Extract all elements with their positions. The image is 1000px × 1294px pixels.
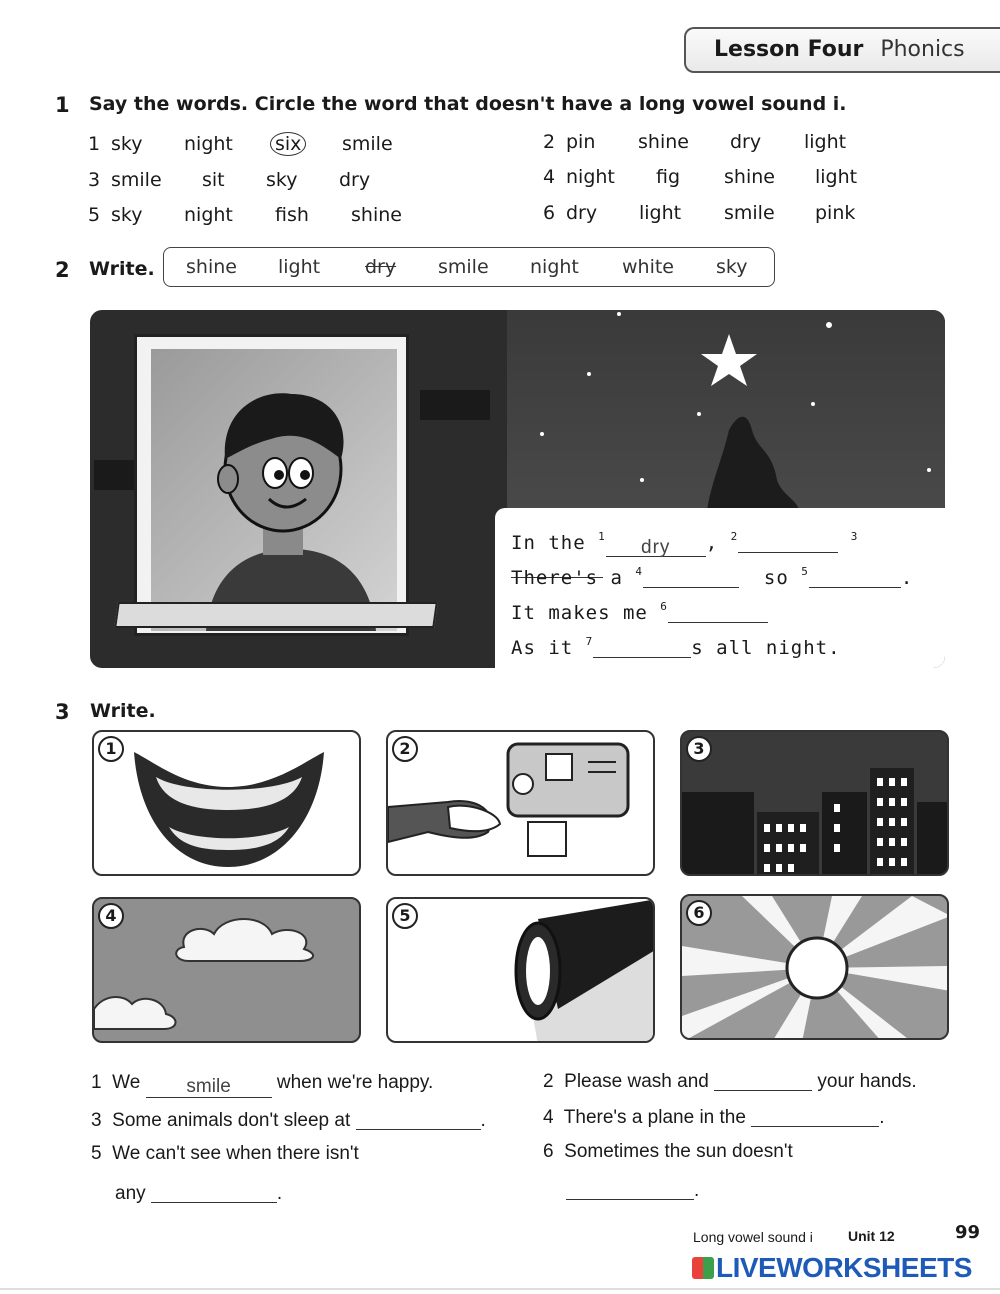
liveworksheets-brand [692, 1252, 972, 1284]
tree-silhouette [707, 417, 799, 510]
word-bank-item: smile [438, 256, 489, 278]
word-bank-item-used: dry [365, 256, 397, 278]
divider [0, 1288, 1000, 1290]
ex1-row-number: 1 [88, 133, 101, 155]
lesson-header-tab [684, 27, 1000, 73]
exercise-3-instruction: Write. [90, 700, 156, 722]
ex1-word[interactable]: fig [656, 166, 681, 188]
ex1-word[interactable]: sky [266, 169, 298, 191]
ex1-word[interactable]: pink [815, 202, 856, 224]
footer-topic: Long vowel sound i [693, 1229, 813, 1245]
ex3-sentence-1: 1 We smile when we're happy. [91, 1072, 434, 1097]
window-frame [134, 334, 409, 636]
ex1-row-number: 2 [543, 131, 556, 153]
picture-number: 5 [392, 903, 418, 929]
poem-blank-5[interactable] [809, 568, 901, 588]
ex1-word[interactable]: shine [351, 204, 402, 226]
ex1-word[interactable]: sit [202, 169, 225, 191]
exercise-1-number: 1 [55, 93, 70, 117]
word-bank-item: sky [716, 256, 748, 278]
window-night-illustration [90, 310, 945, 668]
exercise-3-number: 3 [55, 700, 70, 724]
poem-blank-6[interactable] [668, 603, 768, 623]
smiling-mouth-icon [94, 732, 361, 876]
ex1-word[interactable]: shine [724, 166, 775, 188]
poem-blank-4[interactable] [643, 568, 739, 588]
ex1-word[interactable]: shine [638, 131, 689, 153]
city-night-icon [682, 732, 949, 876]
picture-sky-clouds [92, 897, 361, 1043]
ex3-sentence-6-continued: . [566, 1178, 699, 1202]
clouds-icon [94, 899, 361, 1043]
ex3-blank-6[interactable] [566, 1178, 694, 1200]
ex1-word[interactable]: dry [339, 169, 371, 191]
poem-answer-1[interactable]: dry [606, 537, 706, 557]
picture-number: 3 [686, 736, 712, 762]
lesson-title: Lesson Four [714, 37, 864, 62]
ex3-sentence-5: 5 We can't see when there isn't [91, 1143, 359, 1164]
picture-number: 6 [686, 900, 712, 926]
brand-text: LIVEWORKSHEETS [716, 1252, 972, 1283]
ex1-word[interactable]: smile [342, 133, 393, 155]
word-bank-item: light [278, 256, 321, 278]
ex1-word[interactable]: night [566, 166, 615, 188]
poem-blank-2[interactable] [738, 533, 838, 553]
ex1-row-number: 4 [543, 166, 556, 188]
ex1-word[interactable]: dry [566, 202, 598, 224]
poem-line-3: It makes me $^6$ [511, 600, 768, 624]
sun-icon [682, 896, 949, 1040]
poem-line-2: There's a $^4$ so $^5$ . [511, 565, 914, 589]
footer-unit: Unit 12 [848, 1228, 895, 1244]
poem-line-4: As it $^7$ s all night. [511, 635, 841, 659]
ex1-word[interactable]: night [184, 204, 233, 226]
circled-answer: six [270, 132, 306, 156]
hand-dryer-icon [388, 732, 655, 876]
poem-box [495, 508, 945, 668]
lesson-topic: Phonics [880, 37, 965, 62]
star-icon [701, 334, 757, 386]
word-bank [163, 247, 775, 287]
word-bank-item: white [622, 256, 674, 278]
picture-number: 1 [98, 736, 124, 762]
ex1-word[interactable]: night [184, 133, 233, 155]
poem-blank-7[interactable] [593, 638, 691, 658]
word-bank-item: night [530, 256, 579, 278]
flashlight-icon [388, 899, 655, 1043]
ex3-blank-5[interactable] [151, 1181, 277, 1203]
poem-line-1: In the $^1$dry , $^2$ $^3$ [511, 530, 945, 579]
ex3-sentence-6: 6 Sometimes the sun doesn't [543, 1141, 793, 1162]
ex3-sentence-3: 3 Some animals don't sleep at . [91, 1110, 486, 1131]
picture-flashlight [386, 897, 655, 1043]
exercise-2-number: 2 [55, 258, 70, 282]
ex1-word[interactable]: light [815, 166, 858, 188]
ex3-sentence-2: 2 Please wash and your hands. [543, 1071, 917, 1092]
ex1-word[interactable]: smile [724, 202, 775, 224]
ex1-word[interactable]: sky [111, 133, 143, 155]
ex1-row-number: 3 [88, 169, 101, 191]
window-sill [114, 602, 438, 628]
window-glass [151, 349, 397, 631]
ex1-word[interactable]: light [639, 202, 682, 224]
ex3-blank-2[interactable] [714, 1069, 812, 1091]
exercise-2-instruction: Write. [89, 258, 155, 280]
picture-number: 2 [392, 736, 418, 762]
ex1-word[interactable]: sky [111, 204, 143, 226]
page-number: 99 [955, 1222, 981, 1243]
picture-hand-dryer [386, 730, 655, 876]
ex3-answer-1[interactable]: smile [146, 1076, 272, 1098]
ex1-word[interactable]: smile [111, 169, 162, 191]
ex1-word-circled[interactable] [275, 133, 306, 155]
liveworksheets-logo-icon [692, 1257, 714, 1279]
exercise-1-instruction: Say the words. Circle the word that doesn't have a long vowel sound i. [89, 93, 847, 115]
ex1-word[interactable]: fish [275, 204, 309, 226]
ex3-sentence-4: 4 There's a plane in the . [543, 1107, 885, 1128]
ex1-word[interactable]: light [804, 131, 847, 153]
picture-night-city [680, 730, 949, 876]
picture-smile [92, 730, 361, 876]
word-bank-item: shine [186, 256, 237, 278]
picture-sun [680, 894, 949, 1040]
picture-number: 4 [98, 903, 124, 929]
ex1-row-number: 5 [88, 204, 101, 226]
ex3-blank-3[interactable] [356, 1108, 481, 1130]
ex1-word[interactable]: dry [730, 131, 762, 153]
boy-icon [151, 349, 397, 631]
ex3-blank-4[interactable] [751, 1105, 879, 1127]
ex1-row-number: 6 [543, 202, 556, 224]
ex1-word[interactable]: pin [566, 131, 596, 153]
ex3-sentence-5-continued: any . [115, 1183, 283, 1204]
